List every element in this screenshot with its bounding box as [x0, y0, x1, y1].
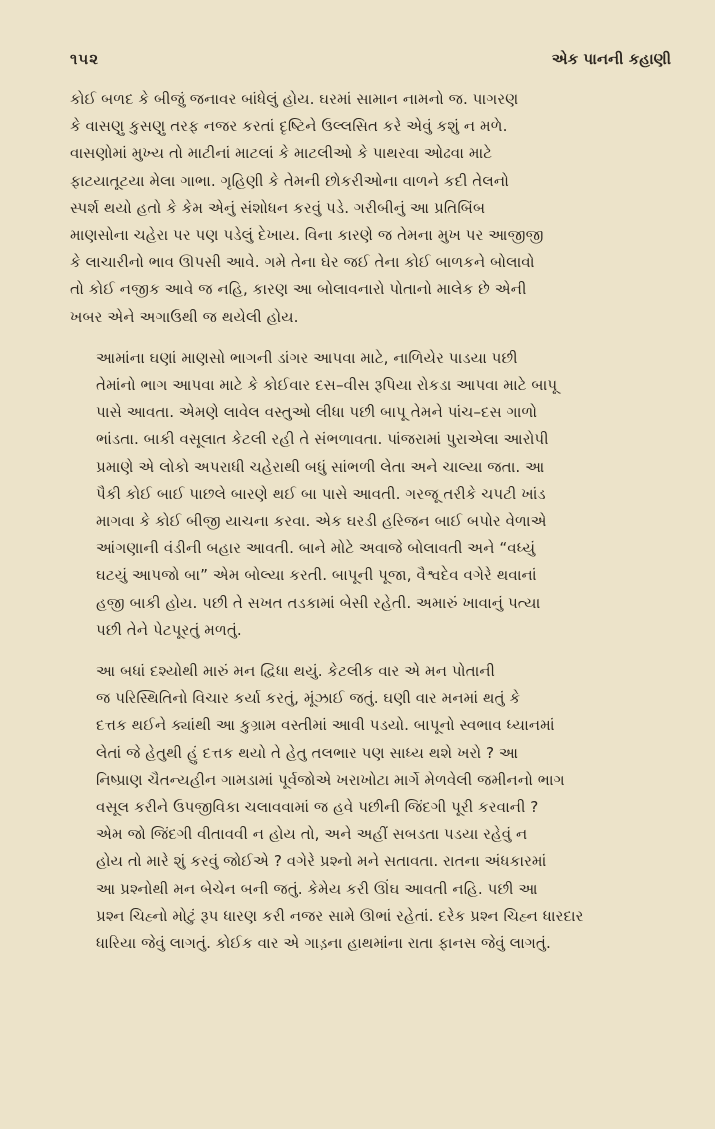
text-line: ભાંડતા. બાકી વસૂલાત કેટલી રહી તે સંભળાવતા. પાંજરામાં પુરાએલા આરોપી — [96, 430, 549, 449]
text-line: દત્તક થઈને ક્યાંથી આ કુગ્રામ વસ્તીમાં આવી પડયો. બાપૂનો સ્વભાવ ધ્યાનમાં — [96, 716, 555, 735]
body-text — [70, 86, 671, 957]
text-line: આમાંના ઘણાં માણસો ભાગની ડાંગર આપવા માટે, નાળિયેર પાડયા પછી — [96, 348, 518, 367]
text-line: પૈકી કોઈ બાઈ પાછલે બારણે થઈ બા પાસે આવતી. ગરજૂ તરીકે ચપટી ખાંડ — [96, 484, 546, 503]
text-line: એમ જો જિંદગી વીતાવવી ન હોય તો, અને અહીં સબડતા પડયા રહેવું ન — [96, 825, 528, 844]
text-line: ખબર એને અગાઉથી જ થયેલી હોય. — [70, 307, 299, 326]
paragraph-3 — [70, 658, 671, 957]
text-line: જ પરિસ્થિતિનો વિચાર કર્યા કરતું, મૂંઝાઈ જતું. ઘણી વાર મનમાં થતું કે — [96, 689, 521, 708]
text-line: પાસે આવતા. એમણે લાવેલ વસ્તુઓ લીધા પછી બાપૂ તેમને પાંચ–દસ ગાળો — [96, 403, 538, 422]
text-line: માણસોના ચહેરા પર પણ પડેલું દેખાય. વિના કારણે જ તેમના મુખ પર આજીજી — [70, 226, 544, 245]
paragraph-2 — [70, 345, 671, 644]
text-line: ફાટયાતૂટયા મેલા ગાભા. ગૃહિણી કે તેમની છોકરીઓના વાળને કદી તેલનો — [70, 171, 509, 190]
page-number: ૧૫૨ — [70, 50, 100, 68]
text-line: નિષ્પ્રાણ ચૈતન્યહીન ગામડામાં પૂર્વજોએ ખરાખોટા માર્ગે મેળવેલી જમીનનો ભાગ — [96, 770, 565, 789]
text-line: વાસણોમાં મુખ્ય તો માટીનાં માટલાં કે માટલીઓ કે પાથરવા ઓઢવા માટે — [70, 144, 493, 163]
text-line: સ્પર્શ થયો હતો કે કેમ એનું સંશોધન કરવું પડે. ગરીબીનું આ પ્રતિબિંબ — [70, 198, 486, 217]
text-line: પછી તેને પેટપૂરતું મળતું. — [96, 620, 242, 639]
text-line: કે લાચારીનો ભાવ ઊપસી આવે. ગમે તેના ઘેર જઈ તેના કોઈ બાળકને બોલાવો — [70, 253, 535, 272]
text-line: કે વાસણુ કુસણુ તરફ નજર કરતાં દૃષ્ટિને ઉલ્લસિત કરે એવું કશું ન મળે. — [70, 117, 508, 136]
text-line: માગવા કે કોઈ બીજી યાચના કરવા. એક ઘરડી હરિજન બાઈ બપોર વેળાએ — [96, 512, 547, 531]
text-line: લેતાં જે હેતુથી હું દત્તક થયો તે હેતુ તલભાર પણ સાધ્ય થશે ખરો ? આ — [96, 743, 519, 762]
text-line: હજી બાકી હોય. પછી તે સખત તડકામાં બેસી રહેતી. અમારું ખાવાનું પત્યા — [96, 593, 541, 612]
text-line: ઘટયું આપજો બા” એમ બોલ્યા કરતી. બાપૂની પૂજા, વૈશ્વદેવ વગેરે થવાનાં — [96, 566, 537, 585]
text-line: આંગણાની વંડીની બહાર આવતી. બાને મોટે અવાજે બોલાવતી અને “વધ્યું — [96, 539, 536, 558]
text-line: પ્રશ્ન ચિહ્નો મોટું રૂપ ધારણ કરી નજર સામે ઊભાં રહેતાં. દરેક પ્રશ્ન ચિહ્ન ધારદાર — [96, 906, 584, 925]
page-header — [70, 50, 671, 68]
text-line: આ પ્રશ્નોથી મન બેચેન બની જતું. કેમેય કરી ઊંઘ આવતી નહિ. પછી આ — [96, 879, 538, 898]
paragraph-1 — [70, 86, 671, 331]
text-line: આ બધાં દશ્યોથી મારું મન દ્વિધા થયું. કેટલીક વાર એ મન પોતાની — [96, 662, 496, 681]
running-title: એક પાનની કહાણી — [551, 50, 671, 68]
text-line: ધારિયા જેવું લાગતું. કોઈક વાર એ ગાડ઼ના હાથમાંના રાતા ફાનસ જેવું લાગતું. — [96, 934, 551, 953]
text-line: તો કોઈ નજીક આવે જ નહિ, કારણ આ બોલાવનારો પોતાનો માલેક છે એની — [70, 280, 527, 299]
text-line: હોય તો મારે શું કરવું જોઈએ ? વગેરે પ્રશ્નો મને સતાવતા. રાતના અંધકારમાં — [96, 852, 547, 871]
text-line: પ્રમાણે એ લોકો અપરાધી ચહેરાથી બધું સાંભળી લેતા અને ચાલ્યા જતા. આ — [96, 457, 545, 476]
text-line: વસૂલ કરીને ઉપજીવિકા ચલાવવામાં જ હવે પછીની જિંદગી પૂરી કરવાની ? — [96, 798, 539, 817]
text-line: તેમાંનો ભાગ આપવા માટે કે કોઈવાર દસ–વીસ રૂપિયા રોકડા આપવા માટે બાપૂ — [96, 376, 558, 395]
text-line: કોઈ બળદ કે બીજું જનાવર બાંધેલું હોય. ઘરમાં સામાન નામનો જ. પાગરણ — [70, 90, 519, 108]
